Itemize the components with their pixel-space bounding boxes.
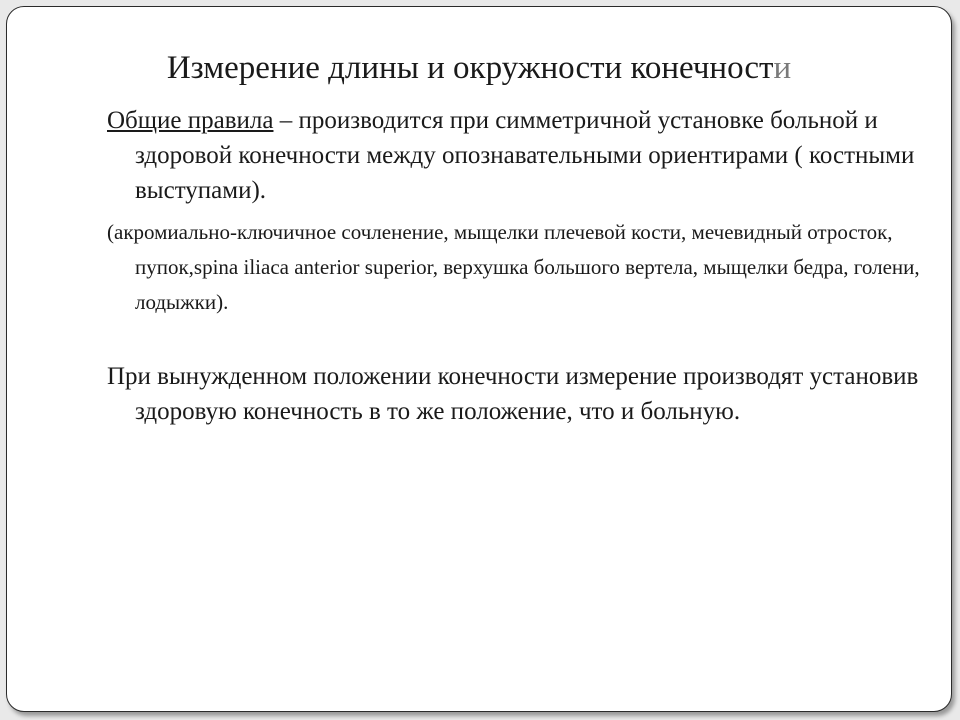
forced-position-paragraph: При вынужденном положении конечности измерение производят установив здоровую конечность в то же положение, что и больную. [107,363,919,425]
title-main: Измерение длины и окружности конечност [166,50,774,86]
general-rules-paragraph [107,103,945,208]
slide-frame [6,6,952,712]
slide-title [7,47,951,89]
general-rules-heading: Общие правила [107,107,274,134]
title-tail: и [773,50,792,86]
landmarks-paragraph: (акромиально-ключичное сочленение, мыщелки плечевой кости, мечевидный отросток, пупок,spina iliaca anterior superior, верхушка большого вертела, мыщелки бедра, голени, лодыжки). [107,220,920,314]
general-rules-text: – производится при симметричной установке больной и здоровой конечности между опознавательными ориентирами ( костными выступами). [135,107,915,204]
